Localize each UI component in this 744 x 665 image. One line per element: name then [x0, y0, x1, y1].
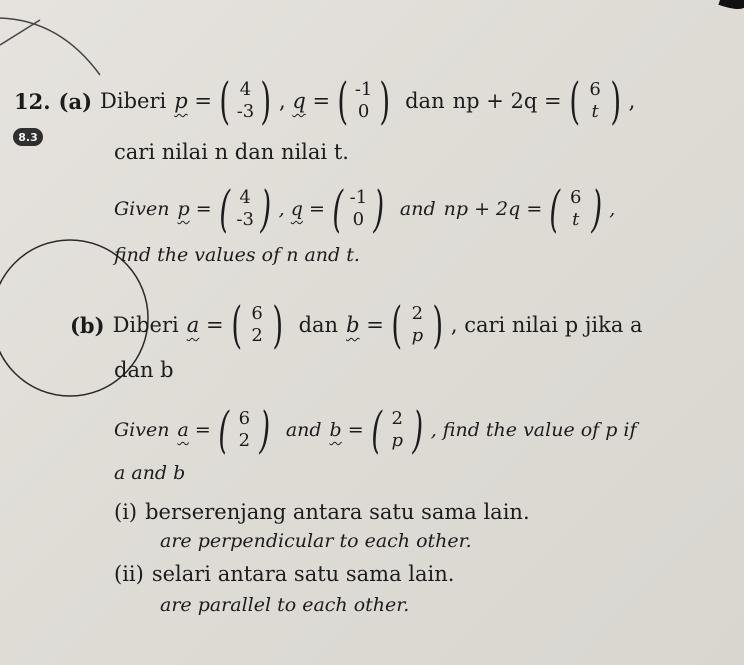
malay-given-word: Diberi	[100, 89, 167, 113]
part-a-label: (a)	[58, 88, 93, 114]
subpart-ii-english: are parallel to each other.	[160, 594, 410, 616]
subpart-i-malay: (i) berserenjang antara satu sama lain.	[114, 500, 530, 524]
subpart-i-english: are perpendicular to each other.	[160, 530, 472, 552]
question-12a-malay-line: 12. (a) Diberi p = ( 4 -3 ) , q = ( -1 0 ) dan np + 2q = ( 6 t ) ,	[14, 72, 636, 130]
malay-line2-b: dan b	[114, 358, 174, 382]
malay-instruction-a: cari nilai n dan nilai t.	[114, 140, 349, 164]
question-12a-english-line: Given p = ( 4 -3 ) , q = ( -1 0 ) and np + 2q = ( 6 t ) ,	[114, 180, 616, 238]
question-12b-english-line: Given a = ( 6 2 ) and b = ( 2 p ) , find the value of p if	[114, 401, 637, 459]
section-badge: 8.3	[13, 128, 43, 146]
subpart-ii-malay: (ii) selari antara satu sama lain.	[114, 562, 455, 586]
vector-q: ( -1 0 )	[337, 72, 390, 130]
question-12b-malay-line: (b) Diberi a = ( 6 2 ) dan b = ( 2 p ) , cari nilai p jika a	[70, 296, 643, 354]
vector-rhs: ( 6 t )	[569, 72, 622, 130]
english-instruction-a: find the values of n and t.	[114, 244, 360, 266]
equation-expression: np + 2q =	[452, 89, 562, 113]
part-b-label: (b)	[70, 312, 105, 338]
english-line2-b: a and b	[114, 462, 186, 484]
vector-p: ( 4 -3 )	[219, 72, 272, 130]
question-number: 12.	[14, 88, 51, 114]
